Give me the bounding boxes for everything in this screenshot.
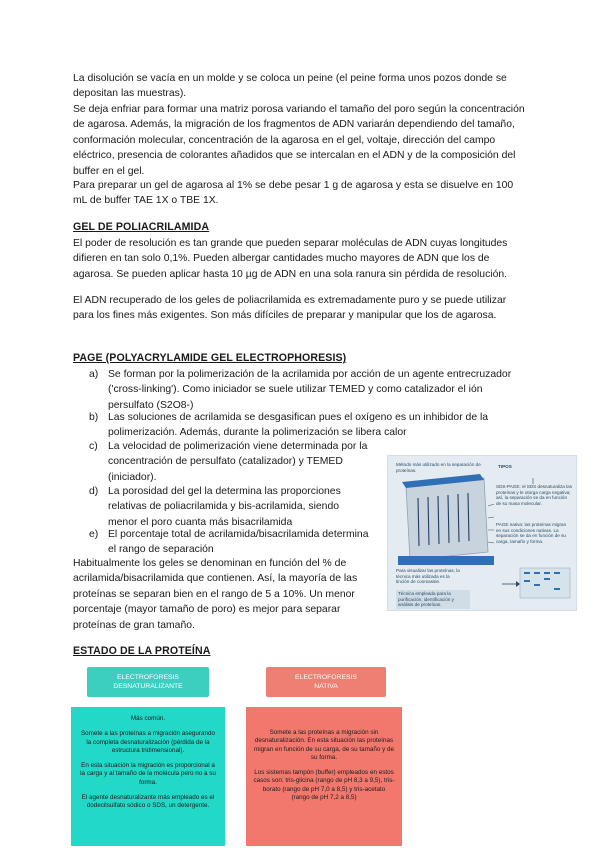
- page-electrophoresis-figure: [387, 455, 577, 611]
- heading-poliacrilamida: GEL DE POLIACRILAMIDA: [73, 221, 210, 233]
- list-item-text: La porosidad del gel la determina las proporciones relativas de poliacrilamida y bis-acrilamida, siendo menor el poro cuanta más bisacrilamida: [108, 486, 341, 528]
- box-paragraph: El agente desnaturalizante más empleado es el dodecilsulfato sódico o SDS, un detergente.: [81, 794, 215, 810]
- box-header-line-2: DESNATURALIZANTE: [113, 683, 183, 690]
- list-item-e: [89, 527, 370, 558]
- box-header-desnaturalizante: [87, 667, 209, 697]
- poliacrilamida-paragraph-1: El poder de resolución es tan grande que pueden separar moléculas de ADN cuyas longitudes difieren en tan solo 0,1%. Pueden albergar cantidades mucho mayores de ADN que los de agarosa. Se pueden aplicar hasta 10 µg de ADN en una sola ranura sin pérdida de resolución.: [73, 238, 508, 280]
- box-body-desnaturalizante: [71, 707, 225, 846]
- list-item-text: Las soluciones de acrilamida se desgasifican pues el oxígeno es un inhibidor de la polimerización. Además, durante la polimerización se libera calor: [108, 412, 489, 439]
- list-marker: a): [89, 369, 99, 380]
- list-marker: b): [89, 412, 99, 423]
- heading-estado: ESTADO DE LA PROTEÍNA: [73, 645, 211, 657]
- box-header-line-2: NATIVA: [314, 683, 338, 690]
- list-marker: e): [89, 529, 99, 540]
- list-marker: c): [89, 441, 98, 452]
- figure-label-sds: SDS-PAGE: el SDS desnaturaliza las proteínas y le otorga carga negativa; así, la separación se da en función de su masa molecular.: [496, 484, 572, 506]
- box-paragraph: Más común.: [130, 715, 166, 722]
- list-item-text: Se forman por la polimerización de la acrilamida por acción de un agente entrecruzador ('cross-linking'). Como iniciador se suele utilizar TEMED y como catalizador el ión persulfato (S2O8-): [108, 369, 512, 411]
- box-header-line-1: ELECTROFORESIS: [295, 674, 357, 681]
- box-paragraph: En esta situación la migración es proporcional a la carga y al tamaño de la molécula pero no a su forma.: [80, 762, 216, 786]
- figure-label-tipos: TIPOS: [498, 464, 512, 469]
- page-closing-paragraph: Habitualmente los geles se denominan en función del % de acrilamida/bisacrilamida que contienen. Así, la mayoría de las proteínas se separan bien en el rango de 5 a 10%. Un menor porcentaje (mayor tamaño de poro) es mejor para separar proteínas de gran tamaño.: [73, 558, 358, 631]
- figure-label-nativa: PAGE nativa: las proteínas migran en sus condiciones nativas. La separación se da en función de su carga, tamaño y forma.: [496, 522, 567, 544]
- list-item-text: La velocidad de polimerización viene determinada por la concentración de persulfato (catalizador) y TEMED (iniciador).: [108, 441, 368, 483]
- list-item-text: El porcentaje total de acrilamida/bisacrilamida determina el rango de separación: [108, 529, 369, 556]
- box-header-line-1: ELECTROFORESIS: [117, 674, 179, 681]
- list-item-b: [89, 410, 540, 441]
- poliacrilamida-paragraph-2: El ADN recuperado de los geles de poliacrilamida es extremadamente puro y se puede utilizar para los fines más exigentes. Son más difíciles de preparar y manipular que los de agarosa.: [73, 295, 507, 322]
- box-paragraph: Somete a las proteínas a migración asegurando la completa desnaturalización (pérdida de la estructura tridimensional).: [80, 730, 216, 754]
- heading-page: PAGE (POLYACRYLAMIDE GEL ELECTROPHORESIS): [73, 352, 347, 364]
- intro-paragraph-1: La disolución se vacía en un molde y se coloca un peine (el peine forma unos pozos donde se depositan las muestras).: [73, 73, 507, 100]
- figure-label-coomassie: Para visualizar las proteínas, la técnica más utilizada es la tinción de coomassie.: [396, 568, 460, 585]
- intro-paragraph-2: Se deja enfriar para formar una matriz porosa variando el tamaño del poro según la concentración de agarosa. Además, la migración de los fragmentos de ADN variarán dependiendo del tamaño, conformación molecular, concentración de la agarosa en el gel, voltaje, dirección del campo eléctrico, presencia de colorantes añadidos que se intercalan en el ADN y de la composición del buffer en el gel.: [73, 104, 525, 177]
- box-paragraph: Los sistemas tampón (buffer) empleados en estos casos son: tris-glicina (rango de pH 8,3 a 9,5), tris-borato (rango de pH 7,0 a 8,5) y tris-acetato (rango de pH 7,2 a 8,5): [253, 769, 395, 802]
- intro-paragraph-3: Para preparar un gel de agarosa al 1% se debe pesar 1 g de agarosa y esta se disuelve en 100 mL de buffer TAE 1X o TBE 1X.: [73, 180, 514, 207]
- list-item-c: [89, 439, 378, 485]
- figure-label-method: Método más utilizado en la separación de proteínas.: [396, 462, 481, 473]
- list-item-d: [89, 484, 370, 530]
- box-header-nativa: [266, 667, 386, 697]
- list-item-a: [89, 367, 530, 413]
- figure-label-purpose: Técnica empleada para la purificación, identificación y análisis de proteínas.: [396, 590, 470, 609]
- box-body-nativa: [246, 707, 402, 846]
- box-paragraph: Somete a las proteínas a migración sin desnaturalización. En esta situación las proteínas migran en función de su carga, de su tamaño y de su forma.: [253, 729, 395, 761]
- list-marker: d): [89, 486, 99, 497]
